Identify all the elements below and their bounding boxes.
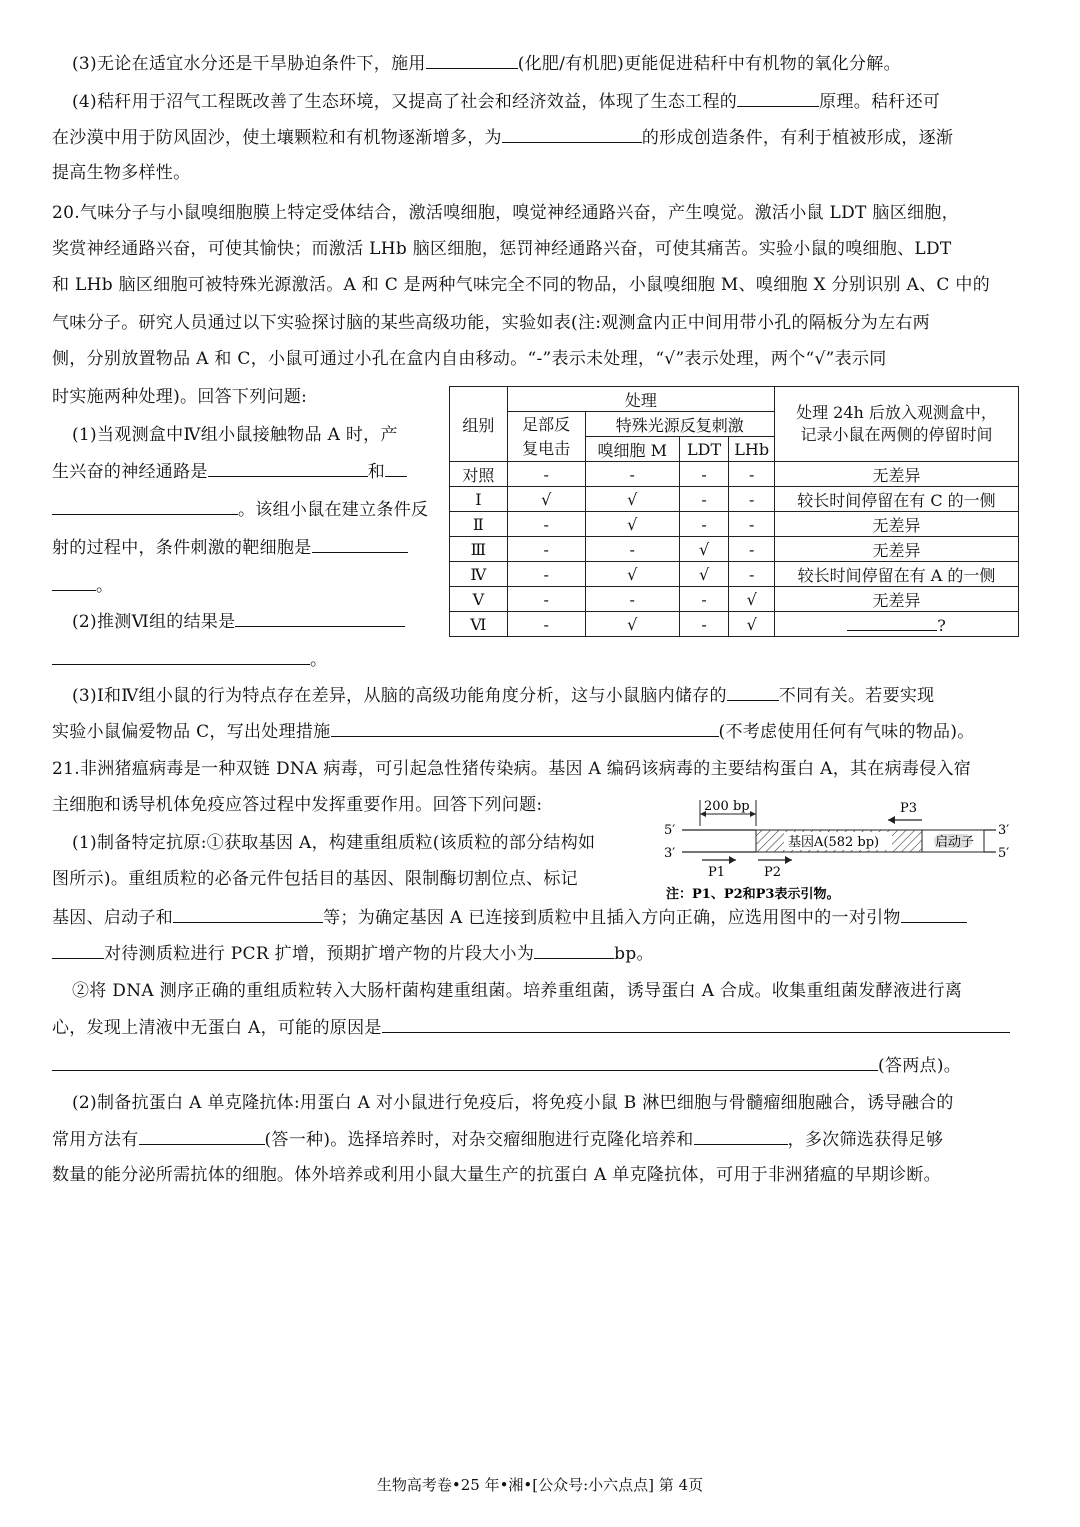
q20-stem-5: 侧，分别放置物品 A 和 C，小鼠可通过小孔在盒内自由移动。“-”表示未处理，“√”表示处理，两个“√”表示同 (52, 349, 887, 369)
q21-part2: (2)制备抗蛋白 A 单克隆抗体:用蛋白 A 对小鼠进行免疫后，将免疫小鼠 B 淋巴细胞与骨髓瘤细胞融合，诱导融合的 (72, 1093, 954, 1113)
label-promoter: 启动子 (935, 835, 975, 850)
q21-stem-2: 主细胞和诱导机体免疫应答过程中发挥重要作用。回答下列问题: (52, 795, 543, 815)
answer-blank[interactable] (52, 574, 96, 591)
experiment-table (449, 386, 1019, 637)
label-p2: P2 (764, 865, 782, 880)
table-row: Ⅱ - √ - - 无差异 (450, 512, 1019, 537)
label-gene-a: 基因A(582 bp) (788, 835, 880, 850)
label-p1: P1 (708, 865, 726, 880)
page-footer: 生物高考卷•25 年•湘•[公众号:小六点点] 第 4页 (376, 1476, 704, 1494)
q20-stem-3: 和 LHb 脑区细胞可被特殊光源激活。A 和 C 是两种气味完全不同的物品，小鼠嗅细胞 M、嗅细胞 X 分别识别 A、C 中的 (52, 275, 991, 295)
plasmid-diagram (660, 796, 1030, 906)
q21-part1: (1)制备特定抗原:①获取基因 A，构建重组质粒(该质粒的部分结构如 (72, 833, 596, 853)
answer-blank[interactable] (426, 52, 518, 69)
answer-blank[interactable] (139, 1128, 265, 1145)
header-group: 组别 (450, 387, 508, 462)
result-blank-cell[interactable]: ? (774, 612, 1018, 637)
answer-blank[interactable] (382, 1016, 1010, 1033)
answer-blank[interactable] (235, 610, 405, 627)
label-5prime-bottom: 5′ (998, 846, 1010, 861)
q21-part2-line3: 数量的能分泌所需抗体的细胞。体外培养或利用小鼠大量生产的抗蛋白 A 单克隆抗体，可用于非洲猪瘟的早期诊断。 (52, 1165, 941, 1185)
label-200bp: 200 bp (704, 799, 750, 814)
q20-part3: (3)Ⅰ和Ⅳ组小鼠的行为特点存在差异，从脑的高级功能角度分析，这与小鼠脑内储存的 不同有关。若要实现 (72, 686, 935, 706)
q21-part1-line4: 对待测质粒进行 PCR 扩增，预期扩增产物的片段大小为 bp。 (52, 942, 654, 965)
q21-part2-line2: 常用方法有 (答一种)。选择培养时，对杂交瘤细胞进行克隆化培养和 ，多次筛选获得足够 (52, 1130, 944, 1150)
q20-part1-line5: 。 (52, 574, 113, 597)
diagram-note: 注：P1、P2和P3表示引物。 (666, 887, 840, 902)
q19-part4-line3: 提高生物多样性。 (52, 163, 191, 183)
answer-blank[interactable] (737, 90, 819, 107)
header-foot-shock: 足部反 复电击 (507, 412, 585, 462)
table-row: Ⅰ √ √ - - 较长时间停留在有 C 的一侧 (450, 487, 1019, 512)
q19-part4: (4)秸秆用于沼气工程既改善了生态环境，又提高了社会和经济效益，体现了生态工程的 原理。秸秆还可 (72, 92, 941, 112)
q20-part3-line2: 实验小鼠偏爱物品 C，写出处理措施 (不考虑使用任何有气味的物品)。 (52, 722, 975, 742)
table-row: Ⅲ - - √ - 无差异 (450, 537, 1019, 562)
answer-blank[interactable] (534, 942, 614, 959)
answer-blank[interactable] (208, 460, 368, 477)
answer-blank[interactable] (331, 720, 719, 737)
answer-blank[interactable] (727, 684, 779, 701)
q20-part1: (1)当观测盒中Ⅳ组小鼠接触物品 A 时，产 (72, 425, 398, 445)
q21-part1-step2-line2: 心，发现上清液中无蛋白 A，可能的原因是 (52, 1016, 1010, 1039)
answer-blank[interactable] (502, 126, 642, 143)
header-light: 特殊光源反复刺激 (585, 412, 774, 437)
q20-stem-2: 奖赏神经通路兴奋，可使其愉快；而激活 LHb 脑区细胞，惩罚神经通路兴奋，可使其痛苦。实验小鼠的嗅细胞、LDT (52, 239, 952, 259)
header-ldt: LDT (679, 437, 729, 462)
answer-blank[interactable] (52, 942, 104, 959)
q21-stem-1: 21.非洲猪瘟病毒是一种双链 DNA 病毒，可引起急性猪传染病。基因 A 编码该病毒的主要结构蛋白 A，其在病毒侵入宿 (52, 759, 972, 779)
table-row: Ⅳ - √ √ - 较长时间停留在有 A 的一侧 (450, 562, 1019, 587)
answer-blank[interactable] (52, 648, 310, 665)
header-olfactory-m: 嗅细胞 M (585, 437, 679, 462)
q20-stem-1: 20.气味分子与小鼠嗅细胞膜上特定受体结合，激活嗅细胞，嗅觉神经通路兴奋，产生嗅觉。激活小鼠 LDT 脑区细胞， (52, 203, 959, 223)
q20-part1-line2: 生兴奋的神经通路是 和 (52, 460, 407, 483)
q19-part3: (3)无论在适宜水分还是干旱胁迫条件下，施用 (化肥/有机肥)更能促进秸秆中有机物的氧化分解。 (72, 54, 901, 74)
label-5prime-top: 5′ (664, 823, 676, 838)
label-3prime-top: 3′ (998, 823, 1010, 838)
answer-blank[interactable] (173, 906, 323, 923)
q21-part1-step2-line3: (答两点)。 (52, 1054, 961, 1077)
answer-blank[interactable] (694, 1128, 788, 1145)
q20-part1-line4: 射的过程中，条件刺激的靶细胞是 (52, 536, 408, 559)
answer-blank[interactable] (312, 536, 408, 553)
header-treatment: 处理 (507, 387, 774, 412)
header-lhb: LHb (729, 437, 775, 462)
q19-part4-line2: 在沙漠中用于防风固沙，使土壤颗粒和有机物逐渐增多，为 的形成创造条件，有利于植被形成，逐渐 (52, 128, 954, 148)
table-row: Ⅵ - √ - √ ? (450, 612, 1019, 637)
q20-stem-4: 气味分子。研究人员通过以下实验探讨脑的某些高级功能，实验如表(注:观测盒内正中间用带小孔的隔板分为左右两 (52, 313, 930, 333)
label-p3: P3 (900, 801, 918, 816)
q20-part1-line3: 。该组小鼠在建立条件反 (52, 498, 428, 521)
answer-blank[interactable] (52, 498, 238, 515)
header-result: 处理 24h 后放入观测盒中， 记录小鼠在两侧的停留时间 (774, 387, 1018, 462)
q20-part2: (2)推测Ⅵ组的结果是 (72, 610, 405, 633)
q21-part1-step2: ②将 DNA 测序正确的重组质粒转入大肠杆菌构建重组菌。培养重组菌，诱导蛋白 A 合成。收集重组菌发酵液进行离 (72, 981, 963, 1001)
q20-stem-6: 时实施两种处理)。回答下列问题: (52, 387, 308, 407)
answer-blank[interactable] (385, 460, 407, 477)
q20-part2-line2: 。 (52, 648, 327, 671)
label-3prime-bottom: 3′ (664, 846, 676, 861)
table-row: 对照 - - - - 无差异 (450, 462, 1019, 487)
q21-part1-line3: 基因、启动子和 等；为确定基因 A 已连接到质粒中且插入方向正确，应选用图中的一对引物 (52, 906, 967, 929)
answer-blank[interactable] (52, 1054, 878, 1071)
answer-blank[interactable] (847, 614, 937, 631)
answer-blank[interactable] (901, 906, 967, 923)
q21-part1-line2: 图所示)。重组质粒的必备元件包括目的基因、限制酶切割位点、标记 (52, 869, 578, 889)
table-row: Ⅴ - - - √ 无差异 (450, 587, 1019, 612)
